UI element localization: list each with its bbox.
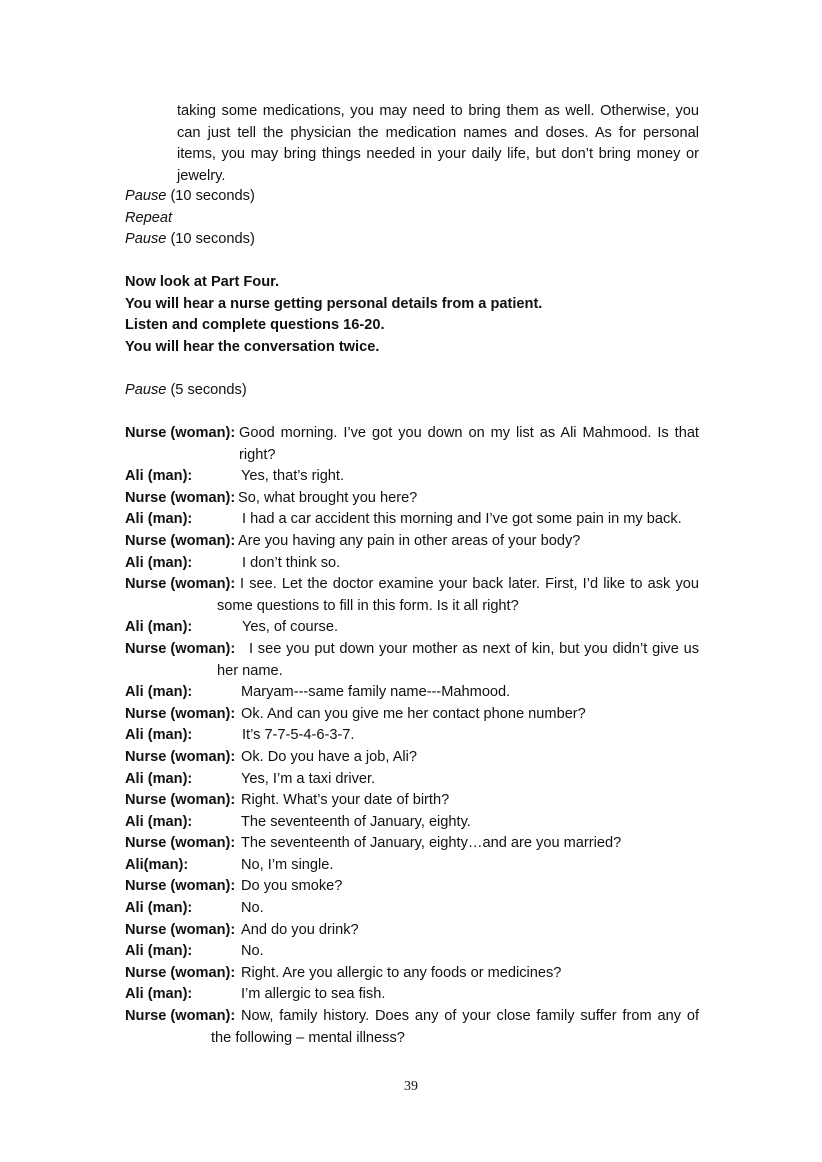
dialogue-turn (125, 769, 699, 791)
dialogue-turn (125, 574, 699, 617)
dialogue-turn (125, 920, 699, 942)
dialogue-turn (125, 531, 699, 553)
utterance-text: No, I’m single. (241, 856, 334, 873)
instructions-block (125, 272, 699, 359)
speaker-label: Nurse (woman): (125, 878, 236, 895)
utterance-text: It’s 7-7-5-4-6-3-7. (242, 727, 355, 744)
speaker-label: Ali (man): (125, 943, 193, 960)
speaker-label: Ali (man): (125, 900, 193, 917)
utterance-text: Ok. Do you have a job, Ali? (241, 748, 418, 765)
speaker-label: Nurse (woman): (125, 576, 236, 593)
dialogue-transcript (125, 423, 699, 1049)
utterance-text: No. (241, 943, 264, 960)
pause-word: Pause (125, 231, 167, 248)
speaker-label: Ali (man): (125, 727, 193, 744)
dialogue-turn (125, 747, 699, 769)
utterance-text: I had a car accident this morning and I’ve got some pain in my back. (242, 511, 682, 528)
speaker-label: Nurse (woman): (125, 640, 236, 657)
utterance-text: The seventeenth of January, eighty. (241, 813, 471, 830)
dialogue-turn (125, 941, 699, 963)
speaker-label: Nurse (woman): (125, 532, 236, 549)
pause-block-1 (125, 186, 699, 251)
dialogue-turn (125, 984, 699, 1006)
utterance-text: Yes, that’s right. (241, 468, 345, 485)
speaker-label: Nurse (woman): (125, 748, 236, 765)
utterance-text: Yes, of course. (242, 619, 338, 636)
dialogue-turn (125, 1006, 699, 1049)
utterance-text: Now, family history. Does any of your close family suffer from any of the following – mental illness? (211, 1008, 699, 1046)
dialogue-turn (125, 833, 699, 855)
utterance-text: Right. Are you allergic to any foods or medicines? (241, 964, 562, 981)
speaker-label: Ali (man): (125, 619, 193, 636)
pause-duration: (10 seconds) (166, 188, 255, 204)
speaker-label: Nurse (woman): (125, 964, 236, 981)
speaker-label: Ali (man): (125, 770, 193, 787)
dialogue-turn (125, 617, 699, 639)
dialogue-turn (125, 488, 699, 510)
pause-word: Pause (125, 188, 167, 204)
speaker-label: Nurse (woman): (125, 1008, 236, 1025)
dialogue-turn (125, 553, 699, 575)
speaker-label: Nurse (woman): (125, 835, 236, 852)
utterance-text: I see you put down your mother as next of kin, but you didn’t give us her name. (217, 640, 699, 679)
utterance-text: And do you drink? (241, 921, 359, 938)
speaker-label: Ali (man): (125, 554, 193, 571)
pause-word: Pause (125, 382, 167, 398)
dialogue-turn (125, 898, 699, 920)
speaker-label: Ali (man): (125, 986, 193, 1003)
dialogue-turn (125, 704, 699, 726)
dialogue-turn (125, 790, 699, 812)
speaker-label: Nurse (woman): (125, 921, 236, 938)
utterance-text: I’m allergic to sea fish. (241, 986, 386, 1003)
utterance-text: Are you having any pain in other areas of your body? (238, 532, 581, 549)
pause-block-2 (125, 380, 699, 402)
dialogue-turn (125, 725, 699, 747)
utterance-text: No. (241, 900, 264, 917)
dialogue-turn (125, 812, 699, 834)
speaker-label: Nurse (woman): (125, 425, 236, 441)
speaker-label: Nurse (woman): (125, 792, 236, 809)
repeat-word: Repeat (125, 209, 173, 226)
page-number: 39 (404, 1079, 418, 1094)
utterance-text: I see. Let the doctor examine your back later. First, I’d like to ask you some questions to fill in this form. Is it all right? (217, 576, 699, 614)
intro-paragraph: taking some medications, you may need to bring them as well. Otherwise, you can just tell the physician the medication names and doses. As for personal items, you may bring things needed in your daily life, but don’t bring money or jewelry. (177, 103, 699, 185)
speaker-label: Ali (man): (125, 813, 193, 830)
speaker-label: Ali (man): (125, 468, 193, 485)
instruction-line: Listen and complete questions 16-20. (125, 317, 385, 334)
utterance-text: So, what brought you here? (238, 489, 418, 506)
instruction-line: You will hear a nurse getting personal details from a patient. (125, 295, 543, 312)
repeat-line (125, 208, 699, 230)
dialogue-turn (125, 682, 699, 704)
pause-line-1 (125, 186, 699, 208)
instruction-line: You will hear the conversation twice. (125, 339, 380, 356)
pause-line-3 (125, 380, 699, 402)
dialogue-turn (125, 423, 699, 466)
speaker-label: Nurse (woman): (125, 489, 236, 506)
dialogue-turn (125, 855, 699, 877)
pause-duration: (5 seconds) (166, 382, 247, 398)
pause-line-2 (125, 229, 699, 251)
speaker-label: Ali (man): (125, 684, 193, 701)
speaker-label: Ali(man): (125, 856, 189, 873)
utterance-text: Ok. And can you give me her contact phone number? (241, 705, 586, 722)
utterance-text: The seventeenth of January, eighty…and are you married? (241, 835, 622, 852)
dialogue-turn (125, 466, 699, 488)
pause-duration: (10 seconds) (166, 231, 255, 248)
utterance-text: Yes, I’m a taxi driver. (241, 770, 376, 787)
utterance-text: Maryam---same family name---Mahmood. (241, 684, 511, 701)
dialogue-turn (125, 639, 699, 682)
dialogue-turn (125, 876, 699, 898)
speaker-label: Ali (man): (125, 511, 193, 528)
instruction-line: Now look at Part Four. (125, 274, 280, 290)
utterance-text: Good morning. I’ve got you down on my list as Ali Mahmood. Is that right? (239, 425, 699, 463)
utterance-text: I don’t think so. (242, 554, 341, 571)
utterance-text: Do you smoke? (241, 878, 343, 895)
dialogue-turn (125, 963, 699, 985)
speaker-label: Nurse (woman): (125, 705, 236, 722)
dialogue-turn (125, 509, 699, 531)
utterance-text: Right. What’s your date of birth? (241, 792, 450, 809)
